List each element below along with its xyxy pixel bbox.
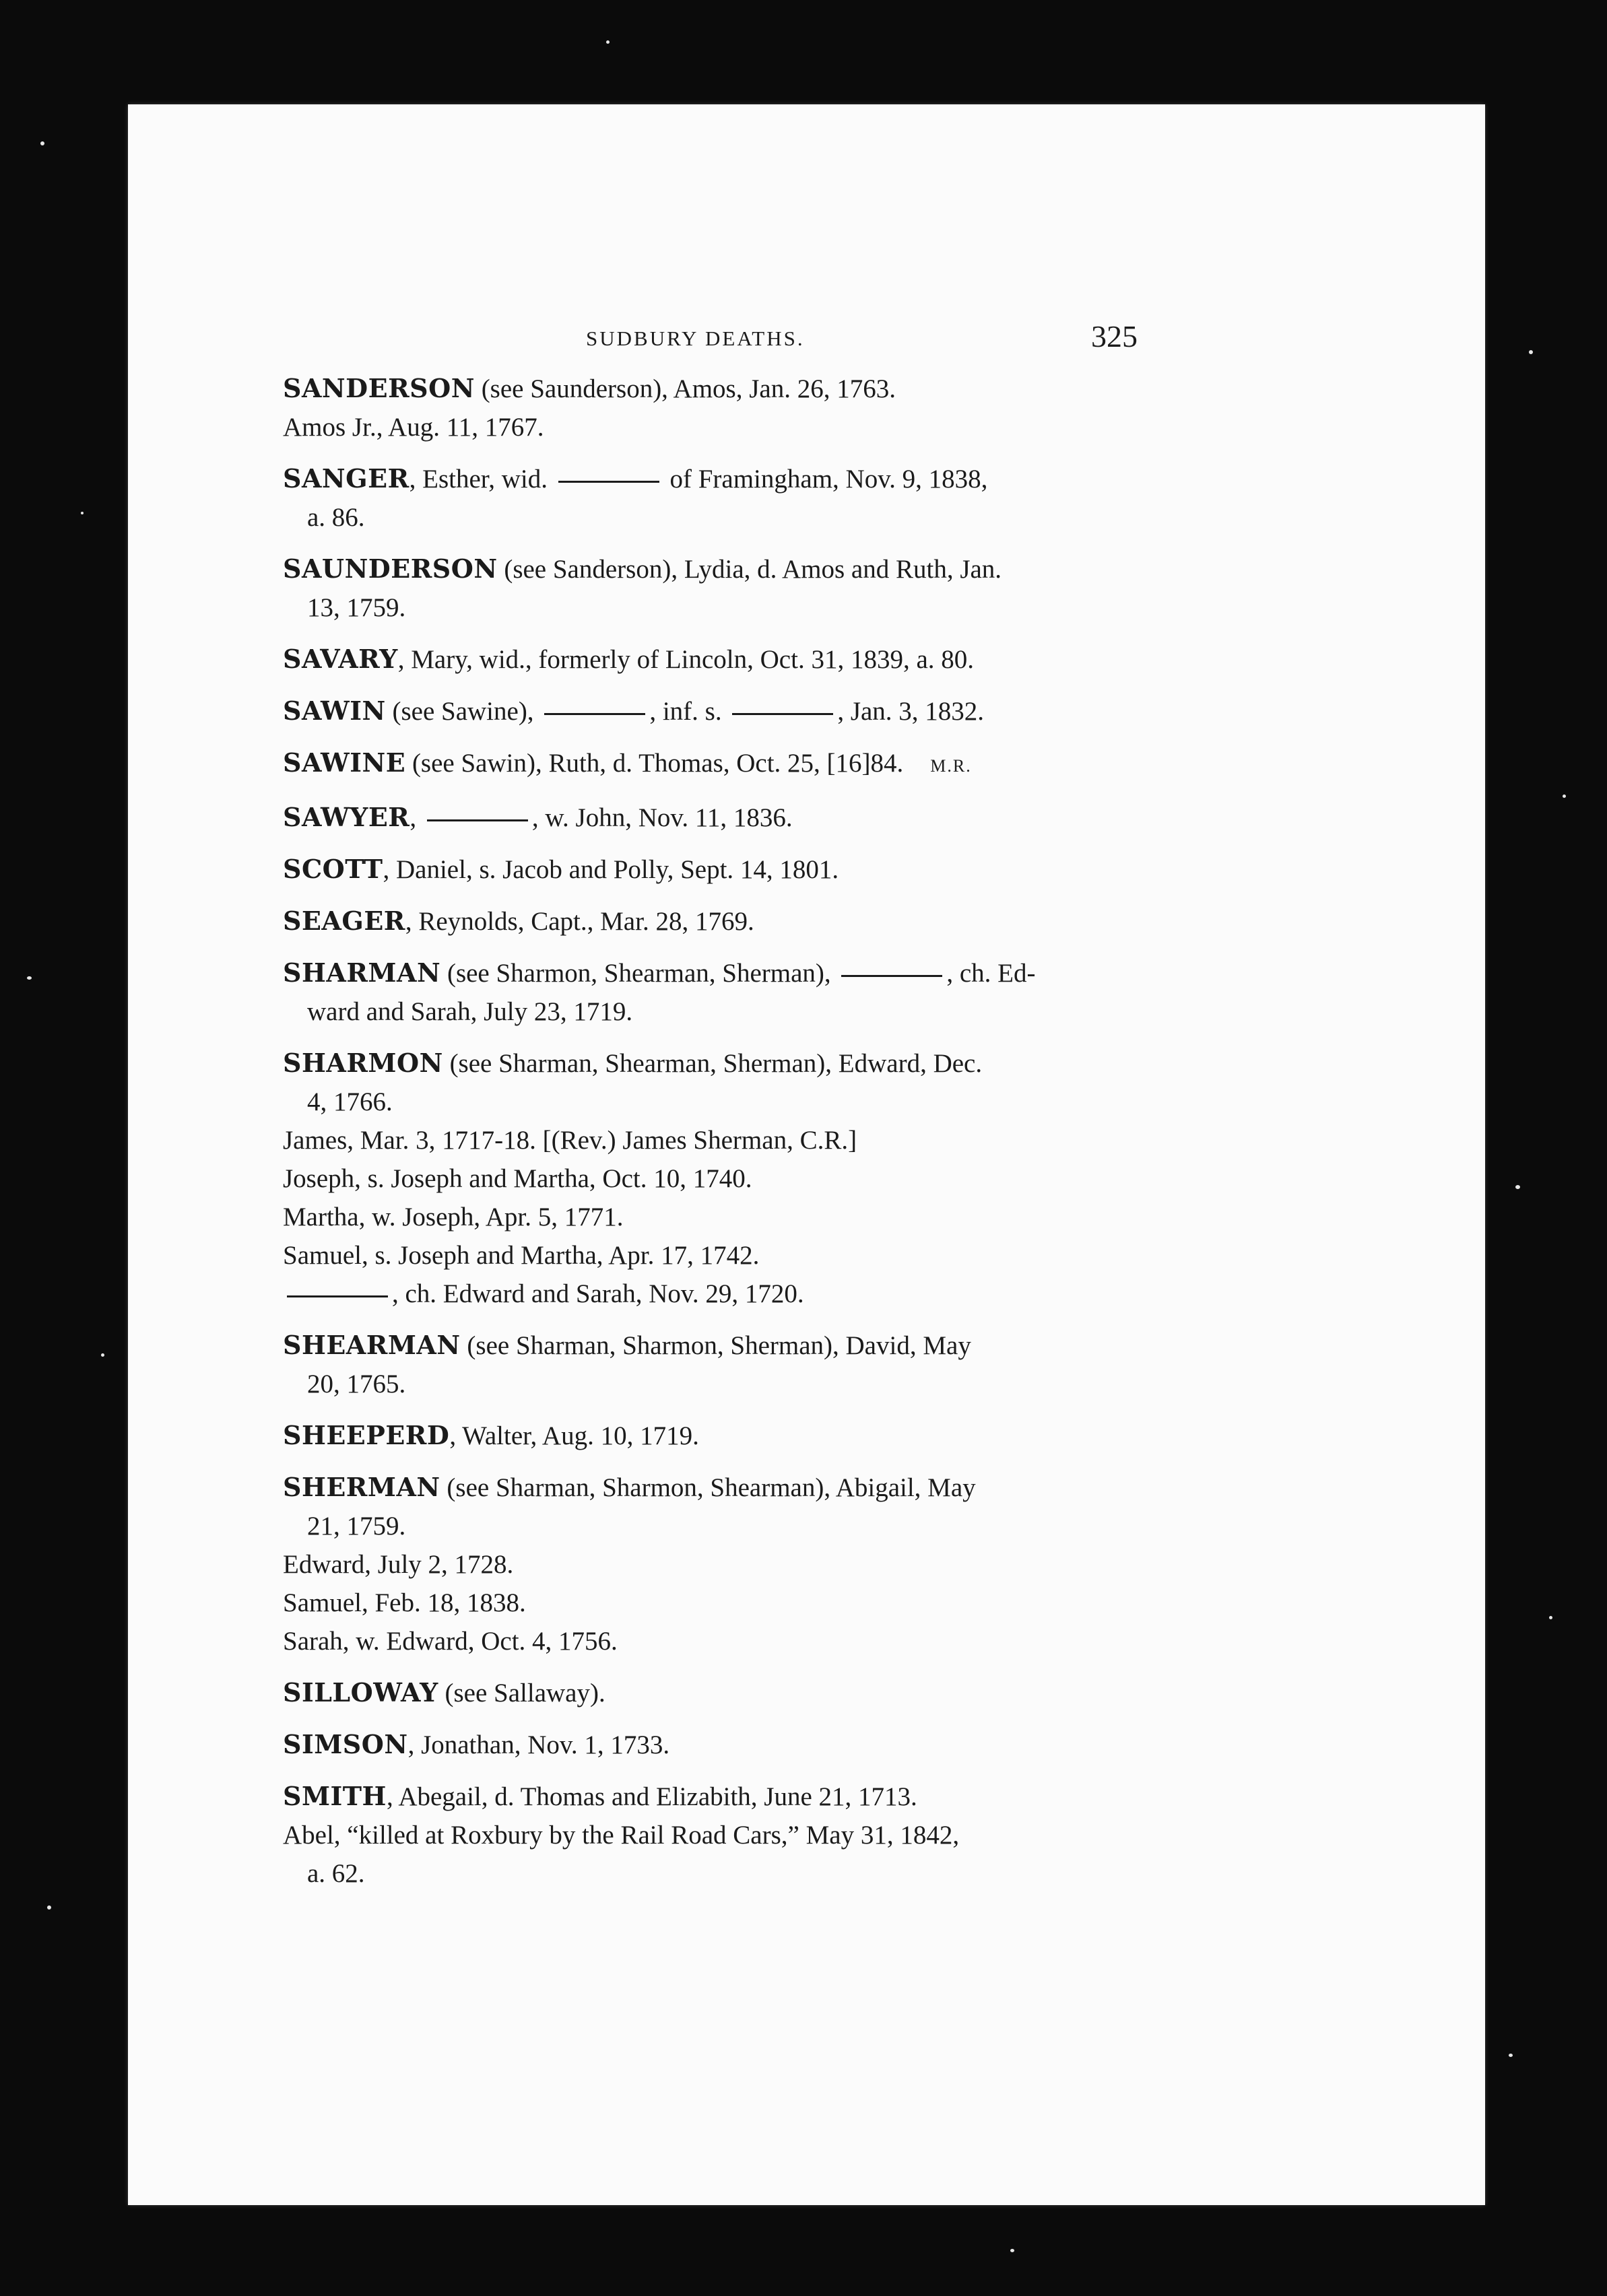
record-line bbox=[283, 1121, 1334, 1159]
record-line bbox=[283, 798, 1334, 837]
record-entry bbox=[283, 549, 1334, 627]
record-entry bbox=[283, 902, 1334, 941]
record-line bbox=[283, 1044, 1334, 1083]
record-text: (see Saunderson), Amos, Jan. 26, 1763. bbox=[474, 374, 896, 403]
record-text: (see Sawine), , inf. s. , Jan. 3, 1832. bbox=[385, 697, 985, 726]
surname: SEAGER bbox=[283, 906, 405, 936]
record-entry bbox=[283, 953, 1334, 1031]
record-line bbox=[283, 953, 1334, 992]
record-entry bbox=[283, 743, 1334, 785]
record-entry bbox=[283, 1777, 1334, 1893]
death-records-list bbox=[283, 369, 1334, 1905]
record-text: Samuel, Feb. 18, 1838. bbox=[283, 1588, 526, 1617]
document-page bbox=[128, 104, 1485, 2205]
record-line bbox=[283, 1275, 1334, 1313]
surname: SHERMAN bbox=[283, 1472, 440, 1502]
record-text: (see Sharmon, Shearman, Sherman), , ch. Ed- bbox=[440, 959, 1036, 988]
record-text: (see Sanderson), Lydia, d. Amos and Ruth, Jan. bbox=[497, 555, 1002, 584]
surname: SHARMAN bbox=[283, 957, 441, 988]
record-line bbox=[283, 588, 1334, 627]
surname: SHARMON bbox=[283, 1048, 443, 1078]
record-line bbox=[283, 1198, 1334, 1236]
record-line bbox=[283, 1816, 1334, 1854]
blank-dash bbox=[544, 713, 645, 715]
record-text: 13, 1759. bbox=[307, 593, 406, 622]
record-line bbox=[283, 992, 1334, 1031]
source-abbrev: M.R. bbox=[930, 756, 972, 776]
record-line bbox=[283, 1777, 1334, 1816]
record-line bbox=[283, 1622, 1334, 1660]
record-line bbox=[283, 1584, 1334, 1622]
record-text: , Mary, wid., formerly of Lincoln, Oct. 31, 1839, a. 80. bbox=[397, 645, 975, 674]
surname: SANGER bbox=[283, 463, 409, 494]
page-header bbox=[128, 306, 1485, 360]
record-text: , , w. John, Nov. 11, 1836. bbox=[409, 803, 793, 832]
surname: SMITH bbox=[283, 1781, 387, 1811]
record-entry bbox=[283, 1673, 1334, 1712]
record-line bbox=[283, 1159, 1334, 1198]
record-text: , Daniel, s. Jacob and Polly, Sept. 14, 1801. bbox=[383, 855, 839, 884]
record-line bbox=[283, 369, 1334, 408]
record-text: a. 86. bbox=[307, 503, 365, 532]
record-text: , Abegail, d. Thomas and Elizabith, June 21, 1713. bbox=[386, 1782, 917, 1811]
record-line bbox=[283, 1507, 1334, 1545]
record-text: (see Sharman, Sharmon, Shearman), Abigail, May bbox=[440, 1473, 976, 1502]
record-text: 20, 1765. bbox=[307, 1370, 406, 1398]
surname: SANDERSON bbox=[283, 373, 475, 403]
blank-dash bbox=[841, 975, 942, 977]
record-text: (see Sawin), Ruth, d. Thomas, Oct. 25, [16]84. bbox=[405, 749, 904, 778]
record-text: Amos Jr., Aug. 11, 1767. bbox=[283, 413, 544, 442]
record-line bbox=[283, 902, 1334, 941]
record-text: (see Sharman, Sharmon, Sherman), David, May bbox=[460, 1331, 971, 1360]
record-text: Martha, w. Joseph, Apr. 5, 1771. bbox=[283, 1203, 624, 1231]
record-text: Edward, July 2, 1728. bbox=[283, 1550, 514, 1579]
record-line bbox=[283, 408, 1334, 446]
record-text: , Jonathan, Nov. 1, 1733. bbox=[407, 1730, 670, 1759]
record-entry bbox=[283, 1044, 1334, 1313]
record-entry bbox=[283, 691, 1334, 731]
record-entry bbox=[283, 369, 1334, 446]
record-text: , Reynolds, Capt., Mar. 28, 1769. bbox=[405, 907, 754, 936]
record-line bbox=[283, 640, 1334, 679]
record-line bbox=[283, 743, 1334, 785]
blank-dash bbox=[287, 1295, 388, 1297]
record-line bbox=[283, 1326, 1334, 1365]
record-entry bbox=[283, 1416, 1334, 1455]
record-text: 4, 1766. bbox=[307, 1087, 393, 1116]
record-entry bbox=[283, 798, 1334, 837]
record-line bbox=[283, 1854, 1334, 1893]
record-text: a. 62. bbox=[307, 1859, 365, 1888]
record-text: Sarah, w. Edward, Oct. 4, 1756. bbox=[283, 1627, 618, 1656]
surname: SAWINE bbox=[283, 747, 406, 778]
record-text: 21, 1759. bbox=[307, 1512, 406, 1541]
record-text: (see Sallaway). bbox=[438, 1679, 605, 1708]
surname: SHEEPERD bbox=[283, 1420, 450, 1450]
blank-dash bbox=[427, 819, 528, 821]
record-line bbox=[283, 850, 1334, 889]
surname: SCOTT bbox=[283, 854, 383, 884]
record-text: Joseph, s. Joseph and Martha, Oct. 10, 1740. bbox=[283, 1164, 752, 1193]
record-line bbox=[283, 691, 1334, 731]
record-line bbox=[283, 1416, 1334, 1455]
record-text: Samuel, s. Joseph and Martha, Apr. 17, 1742. bbox=[283, 1241, 760, 1270]
record-line bbox=[283, 1236, 1334, 1275]
surname: SAVARY bbox=[283, 644, 398, 674]
surname: SAWIN bbox=[283, 696, 386, 726]
record-line bbox=[283, 549, 1334, 588]
record-line bbox=[283, 1468, 1334, 1507]
record-line bbox=[283, 1673, 1334, 1712]
surname: SHEARMAN bbox=[283, 1330, 461, 1360]
record-entry bbox=[283, 640, 1334, 679]
record-entry bbox=[283, 1468, 1334, 1660]
record-text: Abel, “killed at Roxbury by the Rail Road Cars,” May 31, 1842, bbox=[283, 1821, 960, 1850]
surname: SILLOWAY bbox=[283, 1677, 438, 1708]
record-line bbox=[283, 459, 1334, 498]
record-text: , ch. Edward and Sarah, Nov. 29, 1720. bbox=[283, 1279, 804, 1308]
record-text: , Esther, wid. of Framingham, Nov. 9, 1838, bbox=[409, 465, 988, 494]
record-entry bbox=[283, 1725, 1334, 1764]
record-entry bbox=[283, 459, 1334, 537]
surname: SIMSON bbox=[283, 1729, 408, 1759]
running-head: SUDBURY DEATHS. bbox=[586, 327, 805, 350]
record-line bbox=[283, 1725, 1334, 1764]
record-text: ward and Sarah, July 23, 1719. bbox=[307, 997, 633, 1026]
record-text: (see Sharman, Shearman, Sherman), Edward, Dec. bbox=[442, 1049, 983, 1078]
record-text: , Walter, Aug. 10, 1719. bbox=[449, 1421, 699, 1450]
record-line bbox=[283, 1365, 1334, 1403]
surname: SAWYER bbox=[283, 802, 410, 832]
surname: SAUNDERSON bbox=[283, 553, 498, 584]
record-line bbox=[283, 1545, 1334, 1584]
record-text: James, Mar. 3, 1717-18. [(Rev.) James Sherman, C.R.] bbox=[283, 1126, 857, 1155]
record-entry bbox=[283, 1326, 1334, 1403]
page-number: 325 bbox=[1091, 319, 1138, 353]
blank-dash bbox=[732, 713, 833, 715]
blank-dash bbox=[558, 481, 659, 483]
record-line bbox=[283, 498, 1334, 537]
record-line bbox=[283, 1083, 1334, 1121]
record-entry bbox=[283, 850, 1334, 889]
